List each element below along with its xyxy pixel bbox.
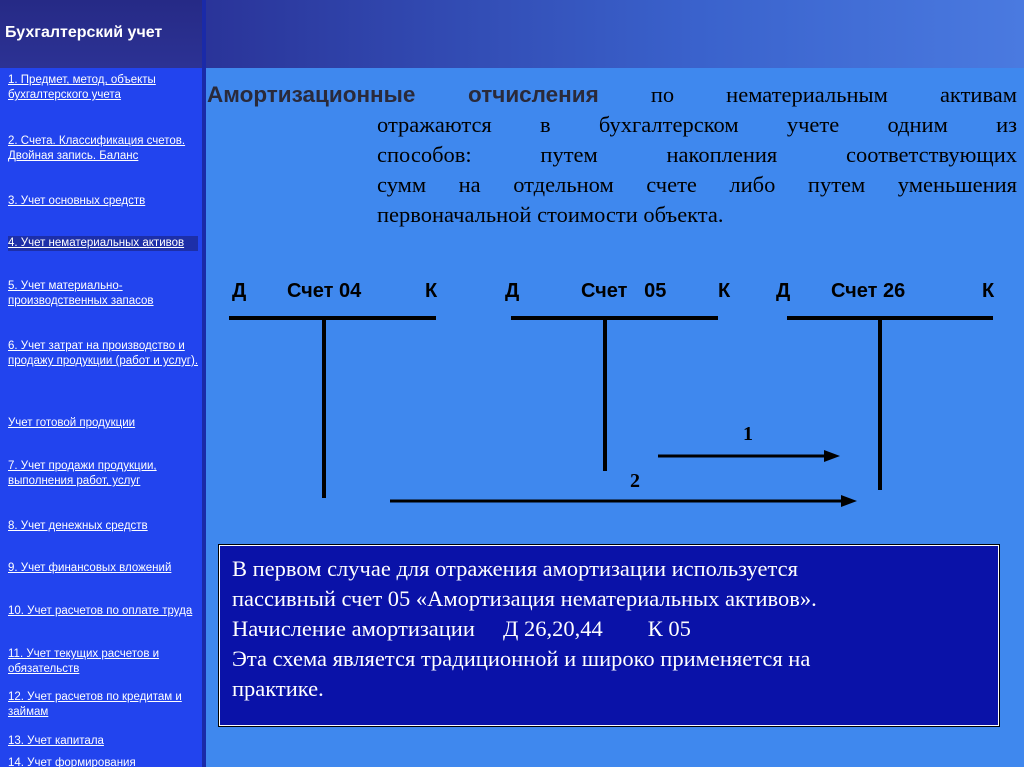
account-05-debit: Д [505,280,520,302]
arrow-1-head [824,450,840,462]
sidebar-item-14[interactable]: 14. Учет формирования [8,757,136,767]
account-26-debit: Д [776,280,791,302]
sidebar-item-11[interactable]: 11. Учет текущих расчетов и обязательств [8,648,160,675]
sidebar-item-6[interactable]: 6. Учет затрат на производство и продажу продукции (работ и услуг). [8,340,199,367]
info-line-4: Эта схема является традиционной и широко применяется на [232,646,811,671]
account-05-credit: К [718,280,731,302]
info-line-5: практике. [232,676,324,701]
paragraph-line-4: сумм на отдельном счете либо путем уменьшения [377,172,1017,197]
sidebar-item-10[interactable]: 10. Учет расчетов по оплате труда [8,605,193,617]
account-04-debit: Д [232,280,247,302]
info-box [219,545,999,726]
sidebar-item-2[interactable]: 2. Счета. Классификация счетов. Двойная запись. Баланс [8,135,186,162]
account-05-title: Счет 05 [581,280,667,302]
paragraph-line-5: первоначальной стоимости объекта. [377,202,724,227]
arrow-1-label: 1 [743,423,753,445]
info-line-2: пассивный счет 05 «Амортизация нематериальных активов». [232,586,817,611]
sidebar-item-finished-goods[interactable]: Учет готовой продукции [8,417,136,429]
sidebar-item-12[interactable]: 12. Учет расчетов по кредитам и займам [8,691,182,718]
sidebar-item-9[interactable]: 9. Учет финансовых вложений [8,562,172,574]
paragraph-line-2: отражаются в бухгалтерском учете одним из [377,112,1017,137]
info-line-1: В первом случае для отражения амортизации используется [232,556,798,581]
paragraph-line-3: способов: путем накопления соответствующих [377,142,1017,167]
sidebar-item-4[interactable]: 4. Учет нематериальных активов [8,236,198,251]
sidebar-item-7[interactable]: 7. Учет продажи продукции, выполнения работ, услуг [8,460,157,487]
term-highlight: Амортизационные отчисления [207,82,599,107]
account-26-title: Счет 26 [831,280,906,302]
paragraph-line-1-rest: по нематериальным активам [650,82,1017,107]
arrow-2-head [841,495,857,507]
sidebar-item-5[interactable]: 5. Учет материально-производственных запасов [8,280,154,307]
sidebar-item-13[interactable]: 13. Учет капитала [8,735,104,747]
sidebar-item-8[interactable]: 8. Учет денежных средств [8,520,148,532]
arrow-2-label: 2 [630,470,640,492]
account-04-credit: К [425,280,438,302]
account-04-title: Счет 04 [287,280,362,302]
sidebar-item-1[interactable]: 1. Предмет, метод, объекты бухгалтерского учета [8,74,156,101]
sidebar-item-3[interactable]: 3. Учет основных средств [8,195,146,207]
info-line-3: Начисление амортизации Д 26,20,44 К 05 [232,616,691,641]
app-title: Бухгалтерский учет [5,24,163,41]
account-26-credit: К [982,280,995,302]
